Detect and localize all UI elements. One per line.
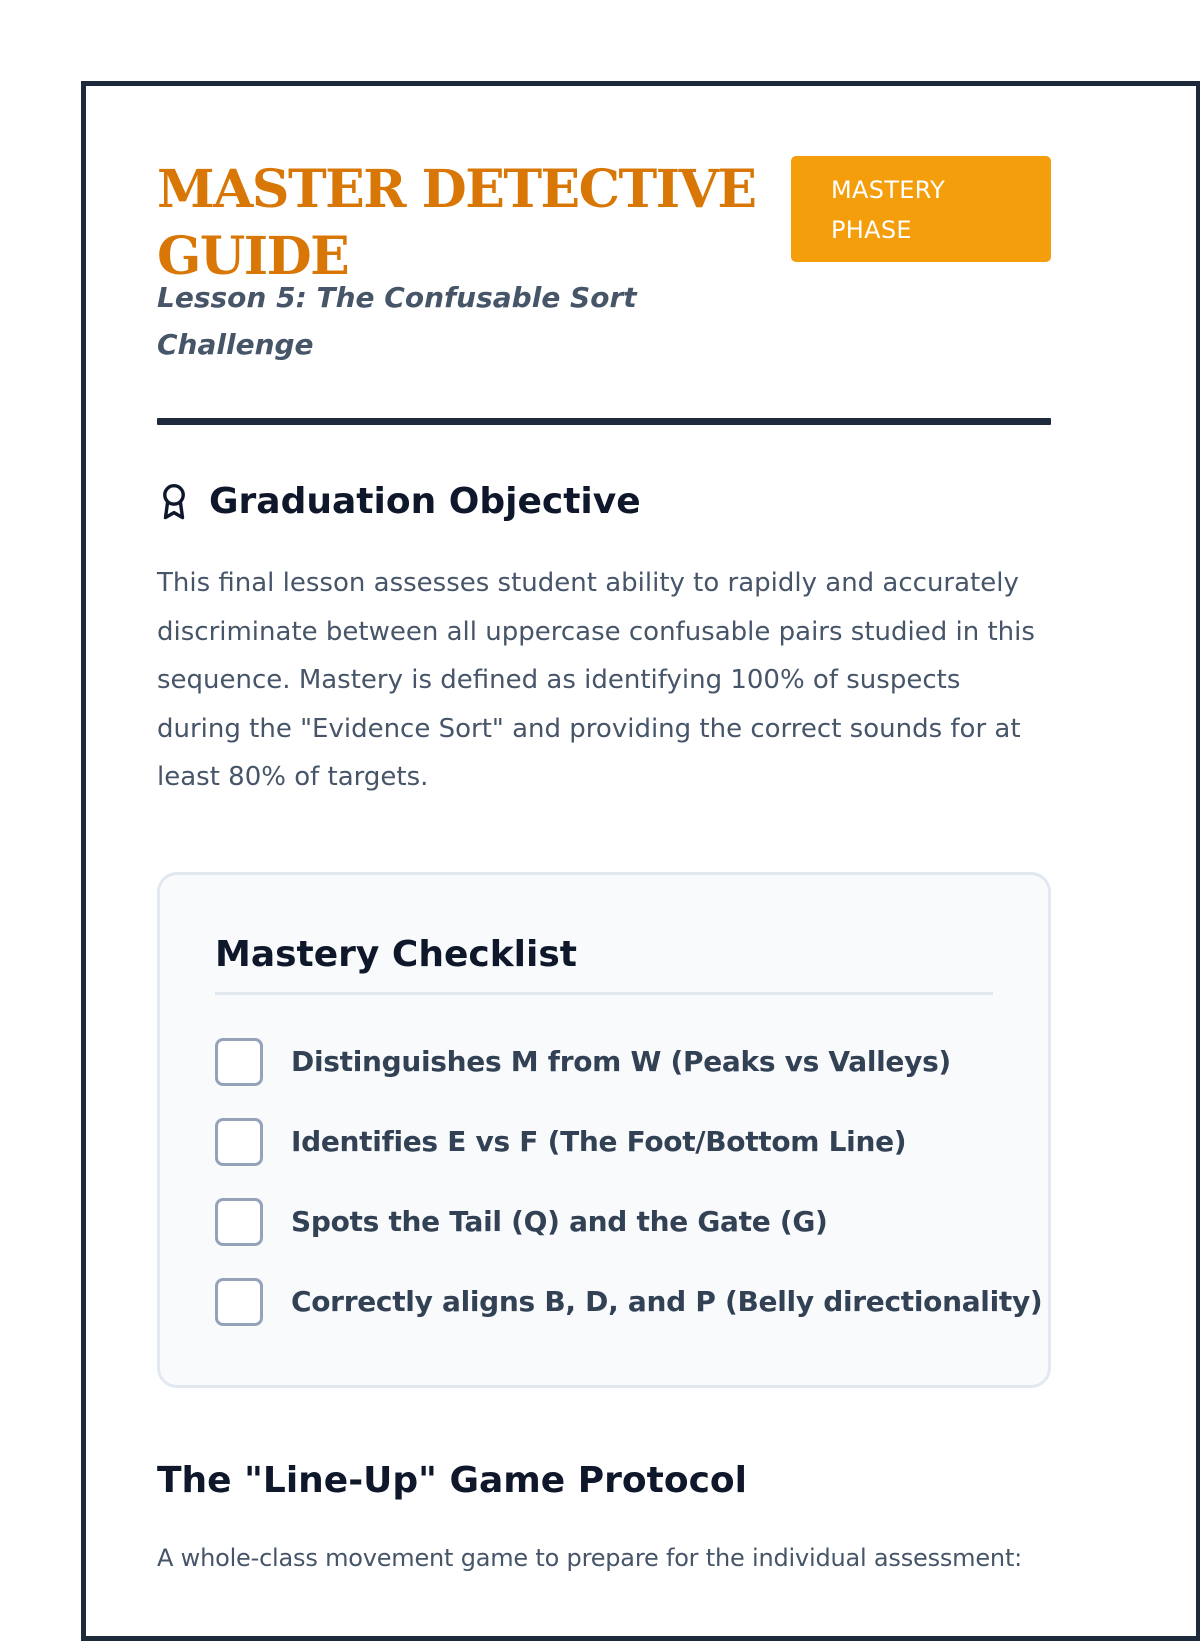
checklist-item-label: Distinguishes M from W (Peaks vs Valleys) [291, 1045, 951, 1078]
checklist-checkbox[interactable] [215, 1278, 263, 1326]
document-content [157, 156, 1051, 1575]
checklist-item [215, 1035, 993, 1089]
mastery-phase-badge: MASTERY PHASE [791, 156, 1051, 262]
mastery-checklist-card [157, 872, 1051, 1388]
header-divider [157, 418, 1051, 425]
checklist-item-label: Identifies E vs F (The Foot/Bottom Line) [291, 1125, 907, 1158]
checklist-item [215, 1275, 1043, 1329]
mastery-checklist [215, 1035, 1043, 1329]
guide-title: MASTER DETECTIVE GUIDE [157, 159, 756, 287]
checklist-item [215, 1195, 993, 1249]
graduation-objective-heading [157, 481, 1051, 522]
checklist-item [215, 1115, 993, 1169]
graduation-objective-section [157, 481, 1051, 802]
guide-header [157, 156, 1051, 418]
line-up-game-intro: A whole-class movement game to prepare for the individual assessment: [157, 1543, 1023, 1572]
mastery-checklist-title: Mastery Checklist [215, 930, 993, 995]
lesson-subtitle: Lesson 5: The Confusable Sort Challenge [157, 281, 637, 361]
checklist-checkbox[interactable] [215, 1118, 263, 1166]
line-up-game-heading: The "Line-Up" Game Protocol [157, 1459, 747, 1501]
checklist-checkbox[interactable] [215, 1038, 263, 1086]
document-frame [81, 81, 1200, 1641]
award-ribbon-icon [157, 482, 191, 522]
graduation-objective-text: This final lesson assesses student ability to rapidly and accurately discriminate between all uppercase confusable pairs studied in this sequence. Mastery is defined as identifying 100% of suspects during the "Evidence Sort" and providing the correct sounds for at least 80% of targets. [157, 568, 1035, 792]
checklist-item-label: Spots the Tail (Q) and the Gate (G) [291, 1205, 828, 1238]
graduation-objective-title: Graduation Objective [209, 481, 641, 522]
checklist-checkbox[interactable] [215, 1198, 263, 1246]
checklist-item-label: Correctly aligns B, D, and P (Belly directionality) [291, 1285, 1043, 1318]
